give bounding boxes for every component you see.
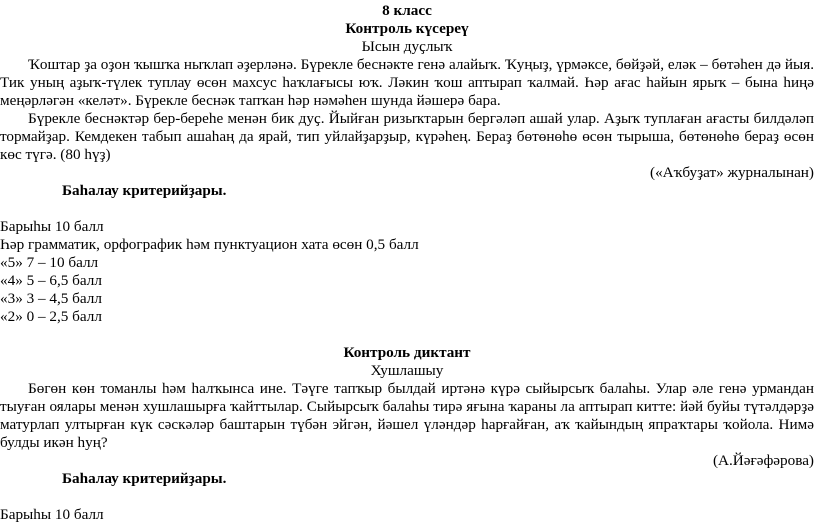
- criteria-item: «4» 5 – 6,5 балл: [0, 272, 102, 289]
- criteria-item: Барыһы 10 балл: [0, 506, 104, 523]
- criteria-item: Һәр грамматик, орфографик һәм пунктуацион хата өсөн 0,5 балл: [0, 236, 419, 253]
- text-paragraph-1: Ҡоштар ҙа оҙон ҡышҡа ныҡлап әҙерләнә. Бүрекле беснәкте генә алайыҡ. Ҡуңыҙ, үрмәксе, бөйҙәй, еләк – бөтәһен дә йыя. Тик уның аҙыҡ-түлек туплау өсөн махсус һаҡлағысы юҡ. Ләкин ҡош аптырап ҡалмай. Һәр ағас һайын ярыҡ – бына һиңә меңәрләгән «келәт». Бүрекле беснәк тапҡан һәр нәмәһен шунда йәшерә бара.: [0, 56, 814, 109]
- criteria-item: «3» 3 – 4,5 балл: [0, 290, 102, 307]
- criteria-item: «2» 0 – 2,5 балл: [0, 308, 102, 325]
- text-source: («Аҡбуҙат» журналынан): [650, 164, 814, 181]
- section-control-dictation: [0, 344, 814, 524]
- text-title: Ысын дуҫлыҡ: [361, 38, 453, 55]
- text-source: (А.Йәғәфәрова): [712, 452, 814, 469]
- criteria-heading: Баһалау критерийҙары.: [62, 182, 227, 199]
- text-paragraph: Бөгөн көн томанлы һәм һалҡынса ине. Тәүге тапҡыр былдай иртәнә күрә сыйырсыҡ балаһы. Улар әле генә урмандан тыуған оялары менән хушлашырға ҡайттылар. Сыйырсыҡ балаһы тирә яғына ҡараны ла аптырап китте: йәй буйы түтәлдәрҙә матурлап ултырған күк сәскәләр баштарын түбән эйгән, йәшел үләндәр һарғайған, аҡ ҡайындың япраҡтары ҡойола. Нимә булды икән һуң?: [0, 380, 814, 451]
- criteria-item: Барыһы 10 балл: [0, 218, 104, 235]
- grade-heading: 8 класс: [382, 2, 432, 19]
- criteria-heading: Баһалау критерийҙары.: [62, 470, 227, 487]
- criteria-item: «5» 7 – 10 балл: [0, 254, 99, 271]
- section-title: Контроль диктант: [343, 344, 471, 361]
- section-control-copy: [0, 2, 814, 326]
- text-paragraph-2: Бүрекле беснәктәр бер-береһе менән бик дуҫ. Йыйған ризыҡтарын бергәләп ашай улар. Аҙыҡ туплаған ағасты билдәләп тормайҙар. Кемдекен табып ашаһаң да ярай, тип уйлайҙарҙыр, күрәһең. Бераҙ бөтөнөһө өсөн тырыша, бөтөнөһө бераҙ өсөн көс түгә. (80 һүҙ): [0, 110, 814, 163]
- text-title: Хушлашыу: [370, 362, 444, 379]
- section-title: Контроль күсереү: [345, 20, 469, 37]
